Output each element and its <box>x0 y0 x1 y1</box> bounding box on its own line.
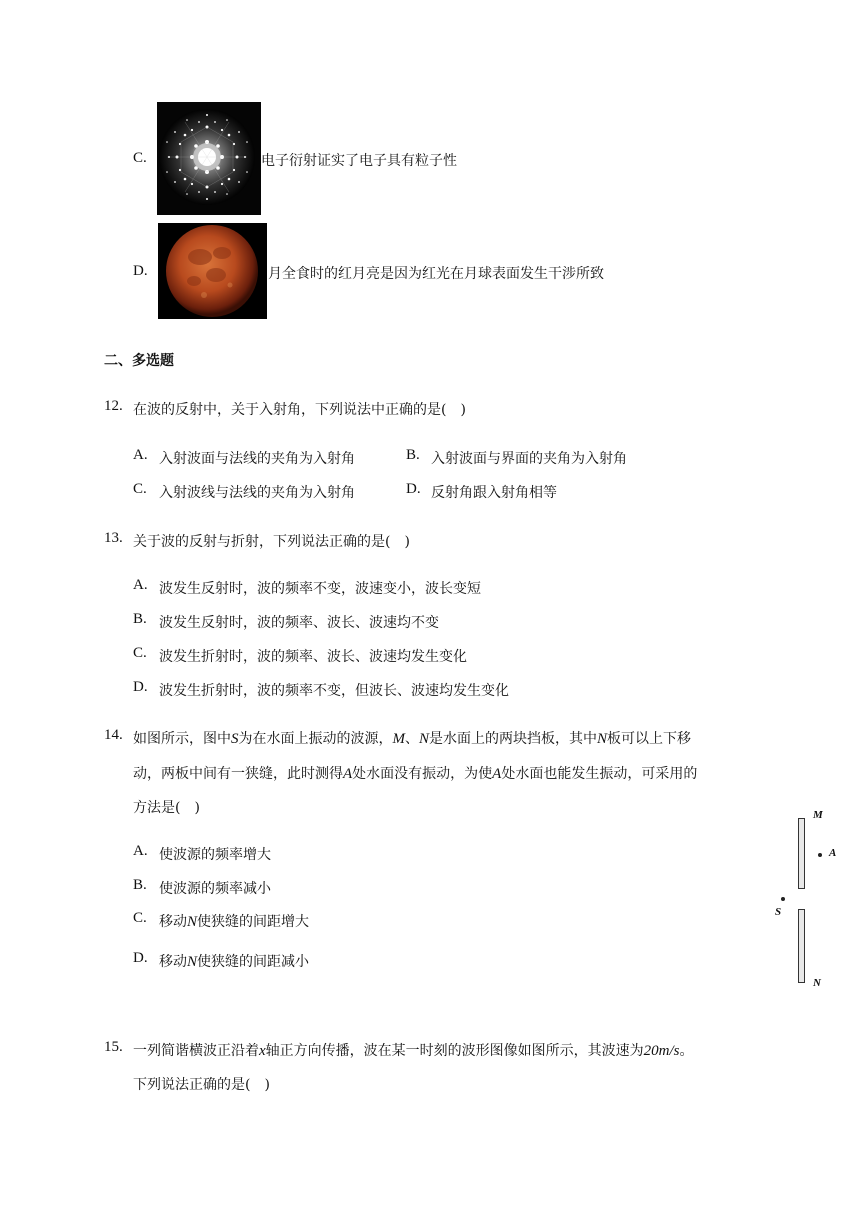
question-stem-14-line3: 方法是( ) <box>133 800 200 816</box>
q13-option-a-label: A. <box>133 577 148 593</box>
q12-option-a-label: A. <box>133 447 148 463</box>
label-a: A <box>829 847 837 859</box>
q14-option-c-text: 移动N使狭缝的间距增大 <box>159 914 310 930</box>
question-stem-13: 关于波的反射与折射，下列说法正确的是( ) <box>133 534 410 550</box>
q13-option-b-label: B. <box>133 611 147 627</box>
q13-option-d-label: D. <box>133 679 148 695</box>
question-stem-15-line2: 下列说法正确的是( ) <box>133 1077 270 1093</box>
question-number-13: 13. <box>104 530 123 546</box>
question-number-14: 14. <box>104 727 123 743</box>
label-m: M <box>813 809 823 821</box>
plate-m <box>798 818 805 889</box>
plate-n <box>798 909 805 983</box>
red-moon-image <box>158 223 267 319</box>
q12-option-b-label: B. <box>406 447 420 463</box>
q14-option-d-text: 移动N使狭缝的间距减小 <box>159 954 310 970</box>
q12-option-d-text: 反射角跟入射角相等 <box>431 485 557 501</box>
label-s: S <box>775 906 782 918</box>
q13-option-b-text: 波发生反射时，波的频率、波长、波速均不变 <box>159 615 439 631</box>
q13-option-a-text: 波发生反射时，波的频率不变，波速变小，波长变短 <box>159 581 481 597</box>
option-text-c: 电子衍射证实了电子具有粒子性 <box>261 153 457 169</box>
q14-option-d-label: D. <box>133 950 148 966</box>
q14-option-c-label: C. <box>133 910 147 926</box>
point-a-dot <box>818 853 822 857</box>
question-stem-15-line1: 一列简谐横波正沿着x轴正方向传播，波在某一时刻的波形图像如图所示，其波速为20m/s。 <box>133 1043 694 1059</box>
section-title: 二、多选题 <box>104 353 174 369</box>
q13-option-c-text: 波发生折射时，波的频率、波长、波速均发生变化 <box>159 649 467 665</box>
q12-option-b-text: 入射波面与界面的夹角为入射角 <box>431 451 627 467</box>
option-label-d: D. <box>133 263 148 279</box>
question-number-15: 15. <box>104 1039 123 1055</box>
q14-option-b-text: 使波源的频率减小 <box>159 881 271 897</box>
q12-option-c-label: C. <box>133 481 147 497</box>
q14-option-a-text: 使波源的频率增大 <box>159 847 271 863</box>
slit-diagram <box>772 805 842 995</box>
q12-option-c-text: 入射波线与法线的夹角为入射角 <box>159 485 355 501</box>
label-n: N <box>813 977 821 989</box>
q13-option-d-text: 波发生折射时，波的频率不变，但波长、波速均发生变化 <box>159 683 509 699</box>
electron-diffraction-image <box>157 102 261 215</box>
point-s-dot <box>781 897 785 901</box>
question-stem-12: 在波的反射中，关于入射角，下列说法中正确的是( ) <box>133 402 466 418</box>
question-stem-14-line1: 如图所示，图中S为在水面上振动的波源，M、N是水面上的两块挡板，其中N板可以上下移 <box>133 731 692 747</box>
option-label-c: C. <box>133 150 147 166</box>
q13-option-c-label: C. <box>133 645 147 661</box>
q14-option-a-label: A. <box>133 843 148 859</box>
question-number-12: 12. <box>104 398 123 414</box>
q12-option-a-text: 入射波面与法线的夹角为入射角 <box>159 451 355 467</box>
question-stem-14-line2: 动，两板中间有一狭缝，此时测得A处水面没有振动，为使A处水面也能发生振动，可采用的 <box>133 766 698 782</box>
q12-option-d-label: D. <box>406 481 421 497</box>
option-text-d: 月全食时的红月亮是因为红光在月球表面发生干涉所致 <box>268 266 604 282</box>
q14-option-b-label: B. <box>133 877 147 893</box>
